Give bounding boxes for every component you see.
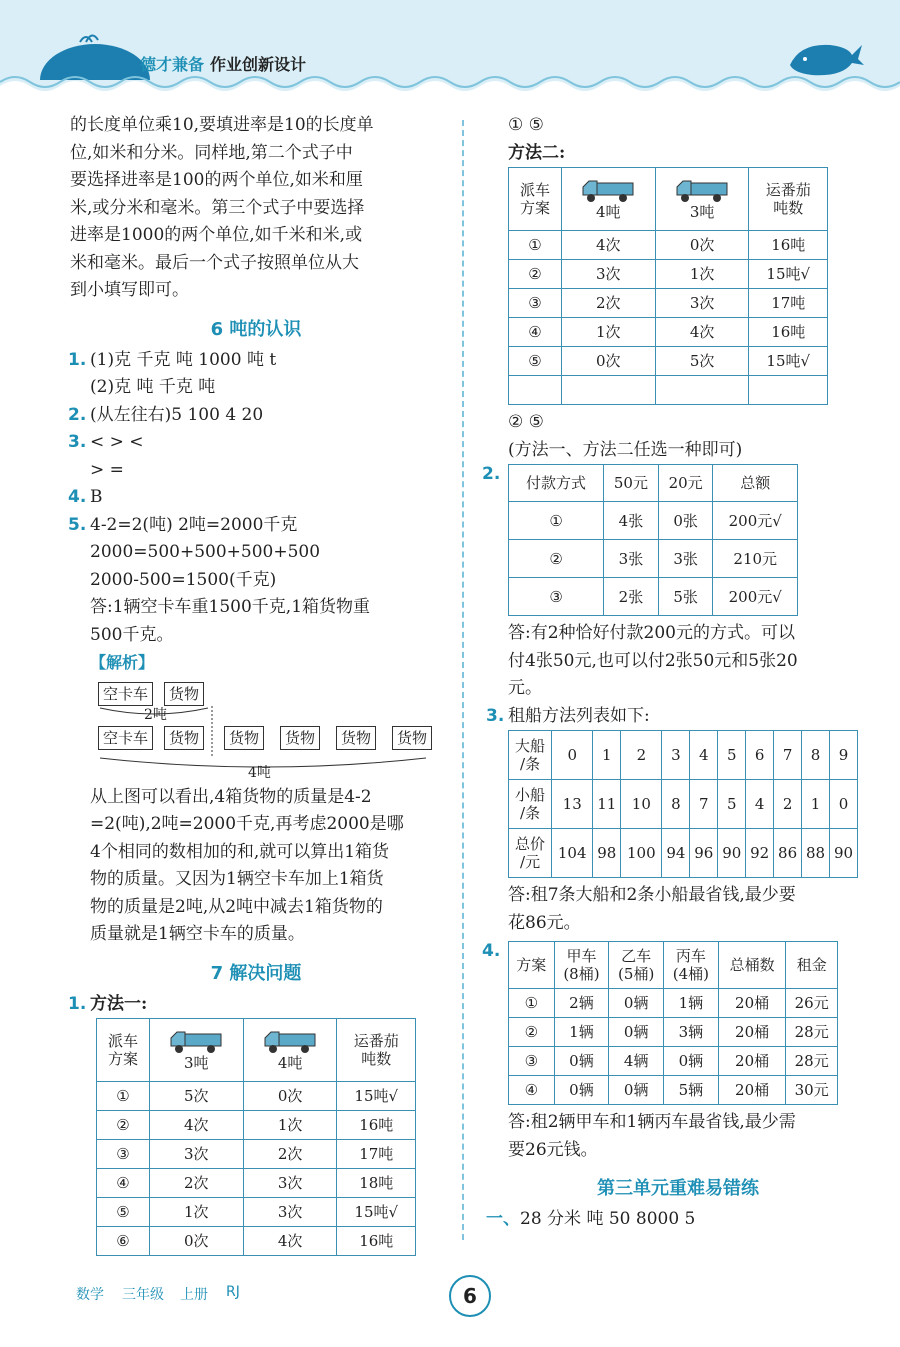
- diagram-box: 货物: [280, 726, 320, 750]
- text-line: 物的质量。又因为1辆空卡车加上1箱货: [90, 869, 384, 889]
- header-cell: 丙车 (4桶): [664, 942, 719, 989]
- table-row: [509, 260, 828, 289]
- table-cell: 1: [593, 731, 621, 780]
- question-number: 2.: [68, 404, 87, 425]
- table-cell: 9: [829, 731, 857, 780]
- text-line: 到小填写即可。: [70, 280, 189, 300]
- table-cell: 20桶: [718, 1018, 786, 1047]
- table-cell: 2次: [561, 289, 655, 318]
- text-line: 从上图可以看出,4箱货物的质量是4-2: [90, 786, 372, 807]
- table-cell: 16吨: [337, 1227, 416, 1256]
- header-cell: 50元: [604, 465, 659, 502]
- header-cell: 总额: [713, 465, 798, 502]
- header-cell: 派车 方案: [509, 168, 562, 231]
- table-cell: 98: [593, 829, 621, 878]
- section-title: 7 解决问题: [210, 962, 302, 984]
- question-number: 3.: [486, 705, 505, 726]
- table-cell: ③: [509, 1047, 555, 1076]
- table-cell: 20桶: [718, 1076, 786, 1105]
- table-cell: 16吨: [749, 318, 828, 347]
- row-header-cell: 大船 /条: [509, 731, 552, 780]
- answer-text: < > <: [90, 432, 144, 452]
- table-cell: ①: [97, 1082, 150, 1111]
- header-cell: 运番茄 吨数: [749, 168, 828, 231]
- table-cell: 18吨: [337, 1169, 416, 1198]
- table-cell: 1: [802, 780, 830, 829]
- table-cell: ②: [97, 1111, 150, 1140]
- answer-text: 500千克。: [90, 624, 174, 645]
- table-header-row: [509, 168, 828, 231]
- header-cell: 租金: [786, 942, 838, 989]
- wave-decoration: [0, 72, 900, 100]
- table-cell: 1次: [243, 1111, 337, 1140]
- table-cell: 8: [802, 731, 830, 780]
- table-cell: 200元√: [713, 502, 798, 540]
- note-text: (方法一、方法二任选一种即可): [508, 439, 743, 460]
- table-cell: 4次: [149, 1111, 243, 1140]
- header-cell: 20元: [658, 465, 713, 502]
- table-cell: 3张: [604, 540, 659, 578]
- table-cell: 3次: [243, 1169, 337, 1198]
- analysis-paragraph: [70, 784, 442, 949]
- payment-table: [508, 464, 798, 616]
- table-cell: ②: [509, 1018, 555, 1047]
- table-cell: 4张: [604, 502, 659, 540]
- table-cell: 0辆: [664, 1047, 719, 1076]
- table-cell: 2次: [149, 1169, 243, 1198]
- text-line: =2(吨),2吨=2000千克,再考虑2000是哪: [90, 814, 404, 834]
- table-cell: 5: [718, 780, 746, 829]
- table-cell: ⑤: [509, 347, 562, 376]
- table-cell: 7: [774, 731, 802, 780]
- table-cell: ⑤: [97, 1198, 150, 1227]
- table-cell: 0辆: [609, 1018, 664, 1047]
- table-header-row: [97, 1019, 416, 1082]
- table-row: [509, 1047, 838, 1076]
- text-line: 的长度单位乘10,要填进率是10的长度单: [70, 115, 374, 135]
- footer-grade: 三年级: [122, 1287, 164, 1303]
- table-row: [509, 347, 828, 376]
- q2-block: [482, 464, 868, 616]
- table-cell: 13: [552, 780, 593, 829]
- table-cell: 5: [718, 731, 746, 780]
- table-cell: 7: [690, 780, 718, 829]
- table-cell: 3次: [243, 1198, 337, 1227]
- table-cell: 2张: [604, 578, 659, 616]
- footer-subject: 数学: [76, 1287, 104, 1303]
- text-line: 4个相同的数相加的和,就可以算出1箱货: [90, 841, 390, 862]
- table-cell: 4: [690, 731, 718, 780]
- question-number: 2.: [482, 464, 501, 484]
- table-cell: 90: [718, 829, 746, 878]
- table-cell: 3: [662, 731, 690, 780]
- table-cell: 88: [802, 829, 830, 878]
- table-cell: 0次: [243, 1082, 337, 1111]
- table-row: [509, 578, 798, 616]
- table-row: [509, 731, 858, 780]
- diagram-box: 货物: [164, 726, 204, 750]
- table-cell: 2辆: [554, 989, 609, 1018]
- right-column: [482, 112, 868, 1234]
- table-cell: 28元: [786, 1018, 838, 1047]
- column-divider: [462, 120, 464, 1240]
- diagram-box: 货物: [336, 726, 376, 750]
- weight-label: 4吨: [248, 764, 271, 781]
- q4-block: [482, 941, 868, 1105]
- table-cell: 17吨: [337, 1140, 416, 1169]
- table-cell: ④: [509, 1076, 555, 1105]
- table-row: [97, 1111, 416, 1140]
- table-cell: 1辆: [664, 989, 719, 1018]
- truck-rental-table: [508, 941, 838, 1105]
- answer-text: ① ⑤: [508, 115, 544, 135]
- header-cell: 运番茄 吨数: [337, 1019, 416, 1082]
- table-row: [509, 231, 828, 260]
- table-cell: 5辆: [664, 1076, 719, 1105]
- header-cell: 乙车 (5桶): [609, 942, 664, 989]
- question-number: 4.: [68, 487, 87, 507]
- answer-text: (2)克 吨 千克 吨: [90, 377, 216, 397]
- question-number: 4.: [482, 941, 501, 961]
- text-line: 要选择进率是100的两个单位,如米和厘: [70, 170, 363, 190]
- table-cell: 1辆: [554, 1018, 609, 1047]
- table-cell: 0次: [149, 1227, 243, 1256]
- answer-text: (1)克 千克 吨 1000 吨 t: [90, 349, 277, 370]
- table-cell: ④: [97, 1169, 150, 1198]
- table-cell: 210元: [713, 540, 798, 578]
- table-cell: 2次: [243, 1140, 337, 1169]
- table-row: [509, 829, 858, 878]
- boat-rental-table: [508, 730, 858, 878]
- table-cell: ①: [509, 989, 555, 1018]
- header-cell: 甲车 (8桶): [554, 942, 609, 989]
- dispatch-table-2: [508, 167, 828, 405]
- table-cell: 4: [746, 780, 774, 829]
- table-cell: 20桶: [718, 1047, 786, 1076]
- answer-text: (从左往右)5 100 4 20: [90, 404, 264, 425]
- truck-capacity: 4吨: [277, 1054, 303, 1072]
- answer-text: 答:1辆空卡车重1500千克,1箱货物重: [90, 597, 371, 617]
- truck-icon: [263, 1028, 317, 1054]
- table-cell: [655, 376, 749, 405]
- table-cell: 6: [746, 731, 774, 780]
- page-number: 6: [463, 1284, 477, 1308]
- table-row: [97, 1140, 416, 1169]
- table-cell: 30元: [786, 1076, 838, 1105]
- table-cell: 0辆: [554, 1076, 609, 1105]
- header-cell: 派车 方案: [97, 1019, 150, 1082]
- text-line: 质量就是1辆空卡车的质量。: [90, 924, 305, 944]
- table-cell: 86: [774, 829, 802, 878]
- diagram-box: 货物: [224, 726, 264, 750]
- table-cell: 4次: [243, 1227, 337, 1256]
- answer-text: 答:租2辆甲车和1辆丙车最省钱,最少需: [508, 1112, 796, 1132]
- answer-text: ② ⑤: [508, 412, 544, 432]
- table-cell: ②: [509, 540, 604, 578]
- table-cell: 3次: [561, 260, 655, 289]
- answer-text: B: [90, 487, 103, 507]
- table-cell: ④: [509, 318, 562, 347]
- page-header: [0, 0, 900, 100]
- footer-term: 上册: [180, 1287, 208, 1303]
- left-column: [70, 112, 442, 1256]
- table-cell: 28元: [786, 1047, 838, 1076]
- table-cell: 104: [552, 829, 593, 878]
- table-cell: 96: [690, 829, 718, 878]
- answer-text: 2000-500=1500(千克): [90, 569, 277, 590]
- row-header-cell: 总价 /元: [509, 829, 552, 878]
- table-cell: [749, 376, 828, 405]
- table-cell: 15吨√: [337, 1082, 416, 1111]
- table-cell: 0次: [655, 231, 749, 260]
- table-cell: 17吨: [749, 289, 828, 318]
- table-cell: 26元: [786, 989, 838, 1018]
- table-row: [509, 1018, 838, 1047]
- table-row: [97, 1227, 416, 1256]
- table-cell: 15吨√: [749, 260, 828, 289]
- diagram-box: 货物: [164, 682, 204, 706]
- diagram-box: 空卡车: [98, 682, 153, 706]
- question-number: 5.: [68, 514, 87, 535]
- table-cell: 0张: [658, 502, 713, 540]
- table-cell: 5次: [149, 1082, 243, 1111]
- table-cell: 1次: [561, 318, 655, 347]
- table-cell: 3张: [658, 540, 713, 578]
- table-cell: 5次: [655, 347, 749, 376]
- answer-text: 4-2=2(吨) 2吨=2000千克: [90, 514, 298, 535]
- table-header-row: [509, 942, 838, 989]
- table-cell: 11: [593, 780, 621, 829]
- question-number: 3.: [68, 432, 87, 452]
- table-cell: 2: [774, 780, 802, 829]
- diagram-box: 空卡车: [98, 726, 153, 750]
- table-header-row: [509, 465, 798, 502]
- question-number: 1.: [68, 993, 87, 1014]
- table-cell: 4次: [655, 318, 749, 347]
- table-cell: 8: [662, 780, 690, 829]
- question-number: 1.: [68, 349, 87, 370]
- truck-capacity: 3吨: [184, 1054, 209, 1072]
- table-row: [97, 1082, 416, 1111]
- table-cell: 4次: [561, 231, 655, 260]
- brand-series: 作业创新设计: [210, 55, 307, 74]
- header-cell: [243, 1019, 337, 1082]
- table-cell: 0次: [561, 347, 655, 376]
- truck-icon: [169, 1028, 223, 1054]
- table-cell: 0辆: [554, 1047, 609, 1076]
- weight-label: 2吨: [144, 706, 167, 723]
- truck-capacity: 3吨: [689, 203, 715, 221]
- table-row: [509, 318, 828, 347]
- part-label: 一、: [486, 1209, 520, 1229]
- table-cell: 15吨√: [749, 347, 828, 376]
- answer-text: 花86元。: [508, 912, 581, 933]
- table-cell: 90: [829, 829, 857, 878]
- answer-text: 要26元钱。: [508, 1139, 598, 1160]
- dispatch-table-1: [96, 1018, 416, 1256]
- table-row: [97, 1198, 416, 1227]
- text-line: 物的质量是2吨,从2吨中减去1箱货物的: [90, 896, 383, 917]
- answer-text: 答:租7条大船和2条小船最省钱,最少要: [508, 885, 796, 905]
- table-cell: 3次: [655, 289, 749, 318]
- table-cell: ⑥: [97, 1227, 150, 1256]
- table-row: [509, 1076, 838, 1105]
- table-row: [509, 780, 858, 829]
- answer-text: 元。: [508, 678, 542, 698]
- table-cell: 1次: [149, 1198, 243, 1227]
- table-cell: 16吨: [749, 231, 828, 260]
- table-cell: 200元√: [713, 578, 798, 616]
- table-cell: 5张: [658, 578, 713, 616]
- table-cell: ②: [509, 260, 562, 289]
- intro-paragraph: [70, 112, 442, 305]
- truck-icon: [675, 177, 729, 203]
- table-row: [509, 376, 828, 405]
- table-cell: 100: [621, 829, 662, 878]
- table-cell: 1次: [655, 260, 749, 289]
- answer-text: > =: [90, 459, 124, 480]
- table-row: [97, 1169, 416, 1198]
- table-cell: ③: [97, 1140, 150, 1169]
- segment-diagram: [98, 682, 442, 782]
- header-cell: 付款方式: [509, 465, 604, 502]
- answer-text: 答:有2种恰好付款200元的方式。可以: [508, 623, 795, 643]
- table-cell: 4辆: [609, 1047, 664, 1076]
- table-cell: 0辆: [609, 989, 664, 1018]
- table-cell: 2: [621, 731, 662, 780]
- header-cell: [561, 168, 655, 231]
- table-cell: 0: [552, 731, 593, 780]
- table-cell: 3次: [149, 1140, 243, 1169]
- text-line: 进率是1000的两个单位,如千米和米,或: [70, 225, 363, 245]
- table-cell: ①: [509, 231, 562, 260]
- table-cell: 10: [621, 780, 662, 829]
- section-title: 6 吨的认识: [210, 318, 302, 340]
- answer-text: 2000=500+500+500+500: [90, 542, 321, 562]
- table-cell: 15吨√: [337, 1198, 416, 1227]
- table-cell: ③: [509, 289, 562, 318]
- table-cell: [509, 376, 562, 405]
- text-line: 米和毫米。最后一个式子按照单位从大: [70, 252, 359, 273]
- table-row: [509, 289, 828, 318]
- answer-text: 付4张50元,也可以付2张50元和5张20: [508, 650, 798, 671]
- diagram-box: 货物: [392, 726, 432, 750]
- table-row: [509, 989, 838, 1018]
- analysis-label: 【解析】: [90, 653, 155, 672]
- header-cell: 总桶数: [718, 942, 786, 989]
- table-cell: 92: [746, 829, 774, 878]
- table-cell: 16吨: [337, 1111, 416, 1140]
- table-cell: 0: [829, 780, 857, 829]
- method-label: 方法一:: [90, 993, 148, 1014]
- table-row: [509, 502, 798, 540]
- table-cell: 0辆: [609, 1076, 664, 1105]
- answer-text: 28 分米 吨 50 8000 5: [520, 1209, 696, 1229]
- table-cell: 3辆: [664, 1018, 719, 1047]
- header-cell: [149, 1019, 243, 1082]
- truck-capacity: 4吨: [596, 203, 621, 221]
- table-cell: 94: [662, 829, 690, 878]
- header-cell: [655, 168, 749, 231]
- method-label: 方法二:: [508, 142, 566, 163]
- table-cell: ③: [509, 578, 604, 616]
- table-cell: [561, 376, 655, 405]
- row-header-cell: 小船 /条: [509, 780, 552, 829]
- truck-icon: [581, 177, 635, 203]
- header-cell: 方案: [509, 942, 555, 989]
- answer-text: 租船方法列表如下:: [508, 705, 650, 726]
- footer-edition: RJ: [226, 1284, 240, 1300]
- table-cell: ①: [509, 502, 604, 540]
- brand-name: 德才兼备: [140, 55, 205, 74]
- table-row: [509, 540, 798, 578]
- table-cell: 20桶: [718, 989, 786, 1018]
- text-line: 位,如米和分米。同样地,第二个式子中: [70, 142, 353, 163]
- unit-title: 第三单元重难易错练: [597, 1178, 759, 1199]
- text-line: 米,或分米和毫米。第三个式子中要选择: [70, 197, 365, 218]
